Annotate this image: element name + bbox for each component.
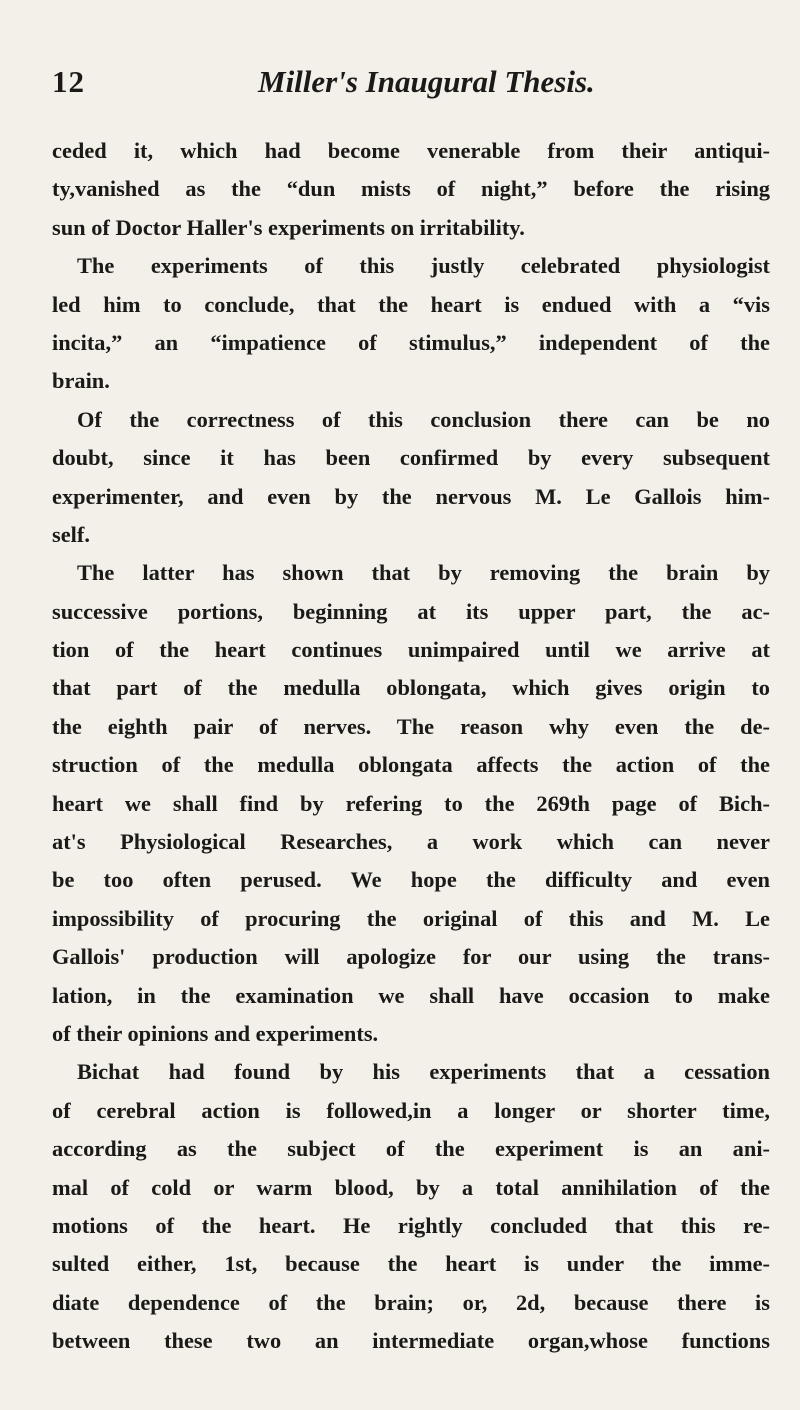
text-line: ceded it, which had become venerable from their antiqui- <box>52 138 770 163</box>
text-line: according as the subject of the experiment is an ani- <box>52 1136 770 1162</box>
text-line: at's Physiological Researches, a work which can never <box>52 829 770 855</box>
text-line: of cerebral action is followed,in a longer or shorter time, <box>52 1097 770 1123</box>
running-title: Miller's Inaugural Thesis. <box>258 64 595 99</box>
text-line: Bichat had found by his experiments that a cessation <box>77 1059 770 1085</box>
text-line: motions of the heart. He rightly concluded that this re- <box>52 1212 770 1238</box>
text-line: mal of cold or warm blood, by a total annihilation of the <box>52 1174 770 1200</box>
text-line: brain. <box>52 368 110 394</box>
body-text <box>52 132 770 1361</box>
text-line: Gallois' production will apologize for our using the trans- <box>52 944 770 970</box>
text-line: heart we shall find by refering to the 269th page of Bich- <box>52 790 770 816</box>
text-line: ty,vanished as the “dun mists of night,” before the rising <box>52 176 770 202</box>
text-line: that part of the medulla oblongata, which gives origin to <box>52 675 770 701</box>
text-line: The latter has shown that by removing the brain by <box>77 560 770 586</box>
text-line: Of the correctness of this conclusion there can be no <box>77 406 770 432</box>
text-line: be too often perused. We hope the difficulty and even <box>52 867 770 893</box>
running-head <box>52 62 770 110</box>
text-line: struction of the medulla oblongata affects the action of the <box>52 752 770 778</box>
text-line: the eighth pair of nerves. The reason why even the de- <box>52 713 770 739</box>
text-line: of their opinions and experiments. <box>52 1020 379 1046</box>
text-line: incita,” an “impatience of stimulus,” independent of the <box>52 329 770 355</box>
text-line: The experiments of this justly celebrated physiologist <box>77 253 770 279</box>
text-line: self. <box>52 521 90 547</box>
text-line: impossibility of procuring the original of this and M. Le <box>52 905 770 931</box>
text-line: successive portions, beginning at its upper part, the ac- <box>52 598 770 624</box>
page-number: 12 <box>52 64 85 99</box>
text-line: between these two an intermediate organ,whose functions <box>52 1328 770 1354</box>
text-line: tion of the heart continues unimpaired until we arrive at <box>52 637 770 663</box>
text-line: lation, in the examination we shall have occasion to make <box>52 982 770 1008</box>
text-line: sulted either, 1st, because the heart is under the imme- <box>52 1251 770 1277</box>
text-line: doubt, since it has been confirmed by every subsequent <box>52 445 770 471</box>
text-line: diate dependence of the brain; or, 2d, because there is <box>52 1289 770 1315</box>
text-line: experimenter, and even by the nervous M. Le Gallois him- <box>52 483 770 509</box>
text-line: led him to conclude, that the heart is endued with a “vis <box>52 291 770 317</box>
text-line: sun of Doctor Haller's experiments on irritability. <box>52 214 525 240</box>
